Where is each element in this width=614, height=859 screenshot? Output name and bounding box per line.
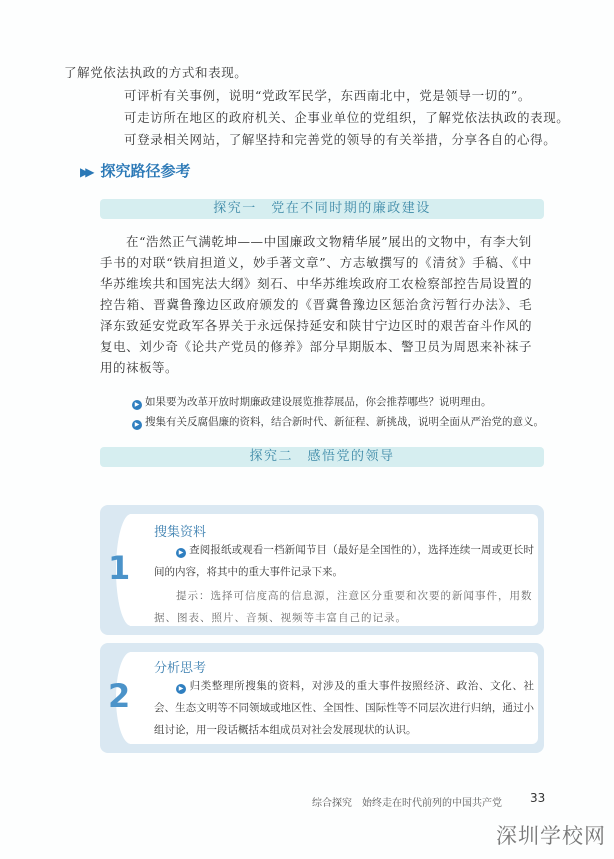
step-text	[154, 539, 534, 583]
intro-line: 可登录相关网站，了解坚持和完善党的领导的有关举措，分享各自的心得。	[124, 132, 557, 147]
step-number: 2	[108, 677, 131, 715]
watermark: 深圳学校网	[496, 824, 606, 848]
section-heading-text: 探究路径参考	[100, 162, 191, 180]
question-item	[132, 393, 492, 412]
step-box-1	[100, 505, 544, 635]
play-bullet-icon: ▶	[176, 684, 186, 694]
page-number: 33	[530, 791, 546, 805]
play-bullet-icon: ▶	[132, 400, 142, 410]
step-number: 1	[108, 549, 131, 587]
step-text-content: 查阅报纸或观看一档新闻节目（最好是全国性的），选择连续一周或更长时间的内容，将其中的重大事件记录下来。	[154, 544, 534, 578]
step-title: 搜集资料	[154, 525, 207, 540]
intro-line: 了解党依法执政的方式和表现。	[64, 65, 248, 80]
step-title: 分析思考	[154, 661, 207, 676]
step-box-2	[100, 643, 544, 753]
inquiry1-title: 探究一 党在不同时期的廉政建设	[100, 199, 544, 219]
double-arrow-icon: ▶▶	[80, 165, 91, 179]
inquiry2-title: 探究二 感悟党的领导	[100, 447, 544, 467]
footer-text: 综合探究 始终走在时代前列的中国共产党	[312, 798, 502, 809]
intro-line: 可评析有关事例，说明“党政军民学，东西南北中，党是领导一切的”。	[124, 88, 531, 103]
question-item	[132, 413, 544, 432]
inquiry1-paragraph: 在“浩然正气满乾坤——中国廉政文物精华展”展出的文物中，有李大钊手书的对联“铁肩担道义，妙手著文章”、方志敏撰写的《清贫》手稿、《中华苏维埃共和国宪法大纲》刻石、中华苏维埃政府工农检察部控告局设置的控告箱、晋冀鲁豫边区政府颁发的《晋冀鲁豫边区惩治贪污暂行办法》、毛泽东致延安党政军各界关于永远保持延安和陕甘宁边区时的艰苦奋斗作风的复电、刘少奇《论共产党员的修养》部分早期版本、警卫员为周恩来补袜子用的袜板等。	[100, 234, 532, 375]
question-text: 如果要为改革开放时期廉政建设展览推荐展品，你会推荐哪些？说明理由。	[145, 396, 492, 408]
step-text-content: 归类整理所搜集的资料，对涉及的重大事件按照经济、政治、文化、社会、生态文明等不同领域或地区性、全国性、国际性等不同层次进行归纳，通过小组讨论，用一段话概括本组成员对社会发展现状的认识。	[154, 680, 534, 736]
play-bullet-icon: ▶	[176, 548, 186, 558]
play-bullet-icon: ▶	[132, 420, 142, 430]
step-text	[154, 675, 534, 741]
intro-line: 可走访所在地区的政府机关、企事业单位的党组织，了解党依法执政的表现。	[124, 110, 570, 125]
step-hint: 提示：选择可信度高的信息源，注意区分重要和次要的新闻事件，用数据、图表、照片、音频、视频等丰富自己的记录。	[154, 590, 533, 624]
section-heading	[80, 160, 190, 181]
question-text: 搜集有关反腐倡廉的资料，结合新时代、新征程、新挑战，说明全面从严治党的意义。	[145, 416, 544, 428]
